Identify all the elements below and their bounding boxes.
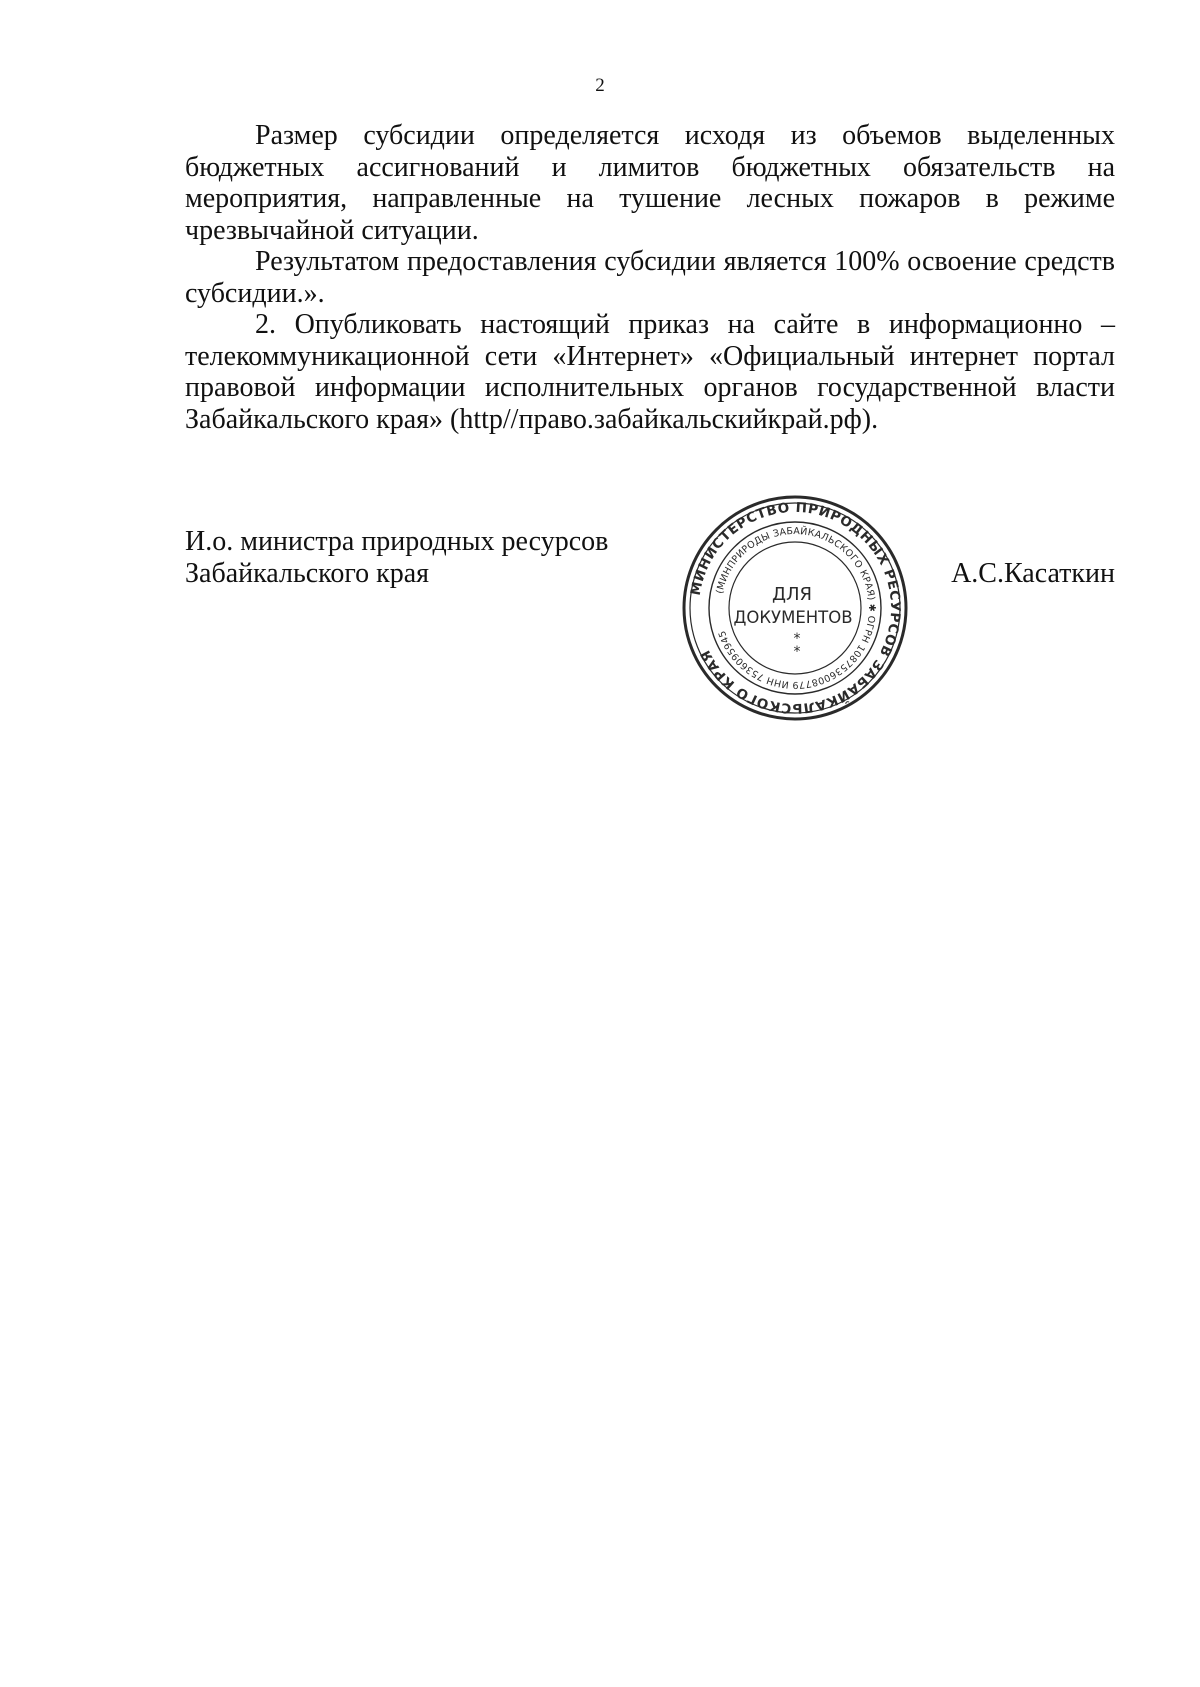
paragraph-subsidy-amount: Размер субсидии определяется исходя из объемов выделенных бюджетных ассигнований и лимитов бюджетных обязательств на мероприятия, направленные на тушение лесных пожаров в режиме чрезвычайной ситуации. [185, 120, 1115, 246]
seal-inner-text: (МИНПРИРОДЫ ЗАБАЙКАЛЬСКОГО КРАЯ) ✱ ОГРН 1087536008779 ИНН 7536095945 [714, 525, 878, 691]
paragraph-subsidy-result: Результатом предоставления субсидии является 100% освоение средств субсидии.». [185, 246, 1115, 309]
signatory-position-line2: Забайкальского края [185, 558, 430, 589]
paragraph-publication-order: 2. Опубликовать настоящий приказ на сайте в информационно – телекоммуникационной сети «Интернет» «Официальный интернет портал правовой информации исполнительных органов государственной власти Забайкальского края» (http//право.забайкальскийкрай.рф). [185, 309, 1115, 435]
seal-star-lower: * [793, 644, 801, 660]
signatory-position [185, 526, 608, 590]
seal-center-line1: ДЛЯ [771, 584, 813, 605]
seal-center-line2: ДОКУМЕНТОВ [733, 608, 853, 627]
document-body [185, 120, 1115, 435]
signatory-name: А.С.Касаткин [951, 558, 1115, 589]
page-number: 2 [595, 75, 605, 96]
official-seal [680, 493, 910, 723]
seal-star-upper: * [793, 631, 801, 647]
signatory-position-line1: И.о. министра природных ресурсов [185, 526, 609, 557]
seal-outer-text: МИНИСТЕРСТВО ПРИРОДНЫХ РЕСУРСОВ ЗАБАЙКАЛЬСКОГО КРАЯ [687, 499, 904, 717]
